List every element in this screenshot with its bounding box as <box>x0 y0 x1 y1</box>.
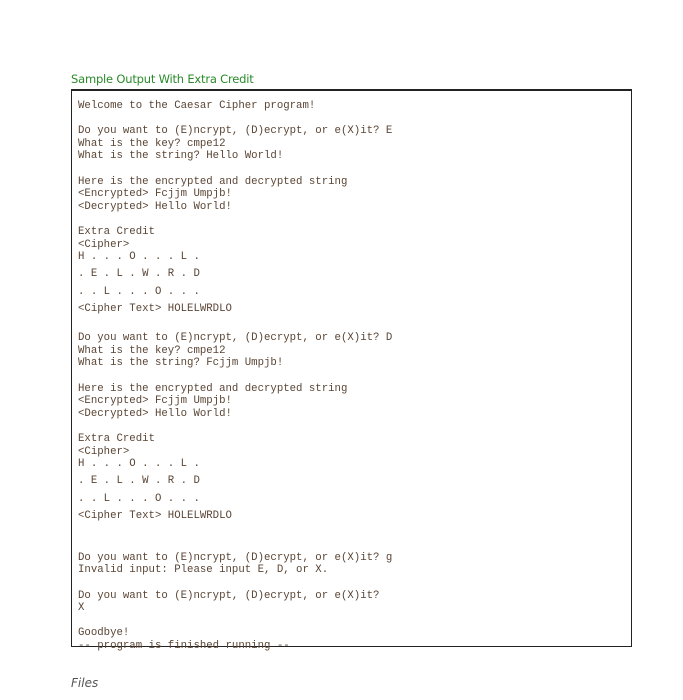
output-line: . . L . . . O . . . <box>78 492 200 505</box>
output-line: Do you want to (E)ncrypt, (D)ecrypt, or e(X)it? E <box>78 125 393 138</box>
blank-line <box>78 615 631 628</box>
output-line: What is the string? Fcjjm Umpjb! <box>78 357 284 370</box>
blank-line <box>78 113 631 126</box>
files-heading: Files <box>71 676 99 690</box>
section-title: Sample Output With Extra Credit <box>71 72 254 86</box>
output-line: . . L . . . O . . . <box>78 285 200 298</box>
blank-line <box>78 213 631 226</box>
blank-line <box>78 420 631 433</box>
output-line: X <box>78 602 85 615</box>
blank-line <box>78 370 631 383</box>
output-line: Here is the encrypted and decrypted string <box>78 175 348 188</box>
output-line: H . . . O . . . L . <box>78 458 200 471</box>
output-line: . E . L . W . R . D <box>78 268 200 281</box>
output-line: <Cipher Text> HOLELWRDLO <box>78 510 232 523</box>
output-line: Welcome to the Caesar Cipher program! <box>78 100 316 112</box>
output-line: What is the key? cmpe12 <box>78 344 226 357</box>
blank-line <box>78 163 631 176</box>
sample-output-box <box>71 89 632 652</box>
output-line: <Decrypted> Hello World! <box>78 407 232 420</box>
output-line: Goodbye! <box>78 627 130 640</box>
output-line: <Encrypted> Fcjjm Umpjb! <box>78 395 232 408</box>
output-line: <Encrypted> Fcjjm Umpjb! <box>78 188 232 201</box>
output-line: -- program is finished running -- <box>78 639 290 652</box>
output-line: What is the string? Hello World! <box>78 150 284 163</box>
output-line: <Cipher> <box>78 238 130 251</box>
output-line: <Cipher Text> HOLELWRDLO <box>78 303 232 316</box>
output-line: H . . . O . . . L . <box>78 251 200 264</box>
output-line: <Decrypted> Hello World! <box>78 200 232 213</box>
blank-line <box>78 320 631 333</box>
output-line: Do you want to (E)ncrypt, (D)ecrypt, or e(X)it? <box>78 589 380 602</box>
output-line: Do you want to (E)ncrypt, (D)ecrypt, or e(X)it? D <box>78 332 393 345</box>
output-line: Extra Credit <box>78 225 155 238</box>
output-line: Here is the encrypted and decrypted string <box>78 382 348 395</box>
output-line: What is the key? cmpe12 <box>78 137 226 150</box>
output-line: . E . L . W . R . D <box>78 475 200 488</box>
blank-line <box>78 577 631 590</box>
output-line: Do you want to (E)ncrypt, (D)ecrypt, or e(X)it? g <box>78 551 393 564</box>
output-line: Extra Credit <box>78 432 155 445</box>
blank-line <box>78 527 631 540</box>
output-line: Invalid input: Please input E, D, or X. <box>78 564 329 577</box>
blank-line <box>78 539 631 552</box>
output-line: <Cipher> <box>78 445 130 458</box>
